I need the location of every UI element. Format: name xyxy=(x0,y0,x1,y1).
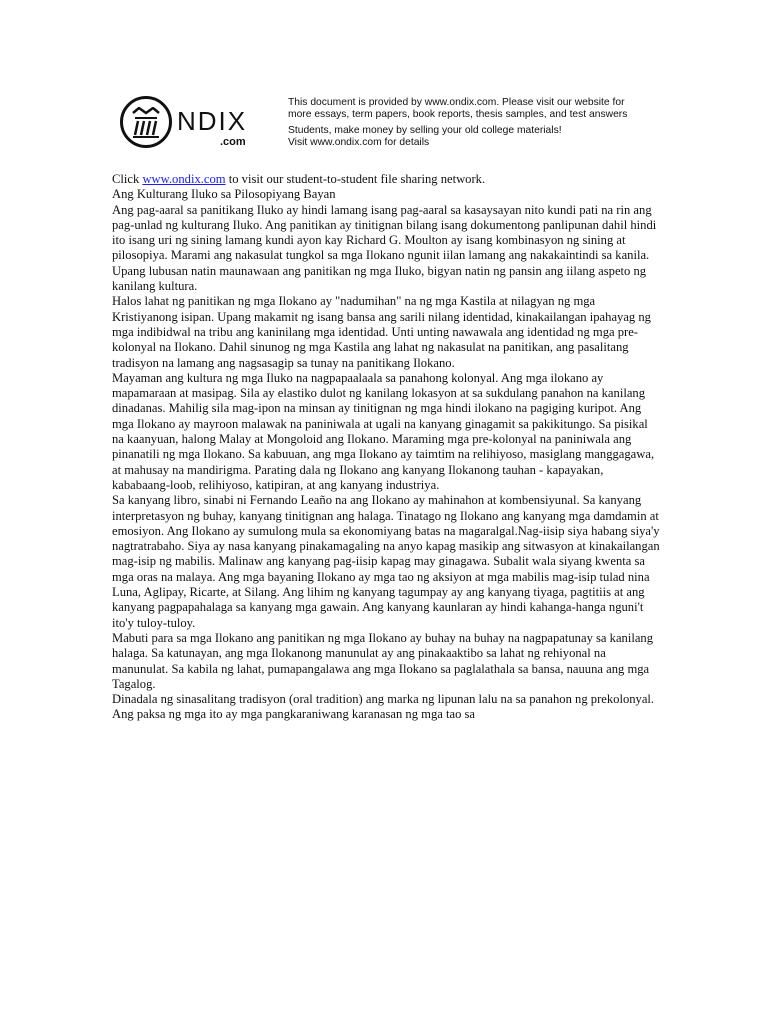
logo-wordmark: NDIX xyxy=(177,106,248,136)
banner-line: Students, make money by selling your old college materials! xyxy=(288,125,562,136)
intro-line xyxy=(112,172,660,187)
paragraph: Mabuti para sa mga Ilokano ang panitikan ng mga Ilokano ay buhay na buhay na nagpapatunay sa kanilang halaga. Sa katunayan, ang mga Ilokanong manunulat ay ang pinakaaktibo sa lahat ng rehiyonal na manunulat. Sa kabila ng lahat, pumapangalawa ang mga Ilokano sa paglalathala sa bansa, nauuna ang mga Tagalog. xyxy=(112,630,654,691)
paragraph: Dinadala ng sinasalitang tradisyon (oral tradition) ang marka ng lipunan lalu na sa panahon ng prekolonyal. Ang paksa ng mga ito ay mga pangkaraniwang karanasan ng mga tao sa xyxy=(112,692,655,722)
paragraph: Mayaman ang kultura ng mga Iluko na nagpapaalaala sa panahong kolonyal. Ang mga ilokano ay mapamaraan at masipag. Sila ay elastiko dulot ng kanilang lokasyon at sa sukdulang panahon na kanilang dinadanas. Mahilig sila mag-ipon na minsan ay tinitignan ng mga hindi ilokano na pagiging kuripot. Ang mga Ilokano ay mayroon malawak na paniniwala at ugali na kanyang ginagamit sa pakikitungo. Sa pisikal na kaanyuan, halong Malay at Mongoloid ang Ilokano. Maraming mga pre-kolonyal na paniniwala ang pinanatili ng mga Ilokano. Sa kabuuan, ang mga Ilokano ay taimtim na relihiyoso, masiglang manggagawa, at mahusay na mandirigma. Parating dala ng Ilokano ang kanyang Ilokanong tauhan - kapayakan, kababaang-loob, relihiyoso, katipiran, at ang kanyang industriya. xyxy=(112,370,655,492)
intro-prefix: Click xyxy=(112,172,143,186)
ondix-link[interactable]: www.ondix.com xyxy=(142,172,226,186)
document-title: Ang Kulturang Iluko sa Pilosopiyang Bayan xyxy=(112,187,336,202)
logo-domain: .com xyxy=(220,136,246,148)
banner-line: This document is provided by www.ondix.com. Please visit our website for xyxy=(288,97,625,108)
document-body xyxy=(112,172,660,723)
crown-icon xyxy=(120,96,172,148)
ondix-banner[interactable] xyxy=(118,92,658,154)
ondix-logo[interactable] xyxy=(118,92,278,154)
banner-message xyxy=(288,97,660,149)
paragraph: Sa kanyang libro, sinabi ni Fernando Leaño na ang Ilokano ay mahinahon at kombensiyunal. Sa kanyang interpretasyon ng buhay, kanyang tinitignan ang halaga. Tinatago ng Ilokano ang kanyang mga damdamin at emosiyon. Ang Ilokano ay sumulong mula sa ekonomiyang batas na magaralgal.Nag-iisip siya habang siya'y nagtratrabaho. Siya ay nasa kanyang pinakamagaling na anyo kapag masikip ang sitwasyon at kinakailangan mag-isip ng mabilis. Malinaw ang kanyang pag-iisip kapag may ginagawa. Subalit wala siyang kwenta sa mga oras na malaya. Ang mga bayaning Ilokano ay mga tao ng aksiyon at mga mabilis mag-isip tulad nina Luna, Aglipay, Ricarte, at Silang. Ang lihim ng kanyang tagumpay ay ang kanyang tiyaga, pagtitiis at ang kanyang pagpapahalaga sa kanyang mga gawain. Ang kanyang kaunlaran ay hindi kahanga-hanga nguni't ito'y tuloy-tuloy. xyxy=(112,493,660,630)
banner-line: more essays, term papers, book reports, thesis samples, and test answers xyxy=(288,109,628,120)
paragraph: Ang pag-aaral sa panitikang Iluko ay hindi lamang isang pag-aaral sa kasaysayan nito kundi pati na rin ang pag-unlad ng kulturang Iluko. Ang panitikan ay tinitignan bilang isang dokumentong panlipunan dahil hindi ito isang uri ng sining lamang kundi ayon kay Richard G. Moulton ay isang kombinasyon ng sining at pilosopiya. Marami ang nakasulat tungkol sa mga Ilokano ngunit iilan lamang ang nakakaintindi sa kanila. Upang lubusan natin maunawaan ang panitikan ng mga Iluko, bigyan natin ng pansin ang iilang aspeto ng kanilang kultura. xyxy=(112,202,657,294)
paragraph: Halos lahat ng panitikan ng mga Ilokano ay "nadumihan" na ng mga Kastila at nilagyan ng mga Kristiyanong isipan. Upang makamit ng isang bansa ang sarili nilang identidad, kinakailangan ipahayag ng mga indibidwal na tribu ang kaninilang mga identidad. Unti unting nawawala ang identidad ng mga pre-kolonyal na Ilokano. Dahil sinunog ng mga Kastila ang lahat ng nakasulat na panitikan, ang pasalitang tradisyon na lamang ang nagsasagip sa tunay na panitikang Ilokano. xyxy=(112,294,651,370)
intro-suffix: to visit our student-to-student file sharing network. xyxy=(225,172,486,186)
banner-line: Visit www.ondix.com for details xyxy=(288,137,430,148)
